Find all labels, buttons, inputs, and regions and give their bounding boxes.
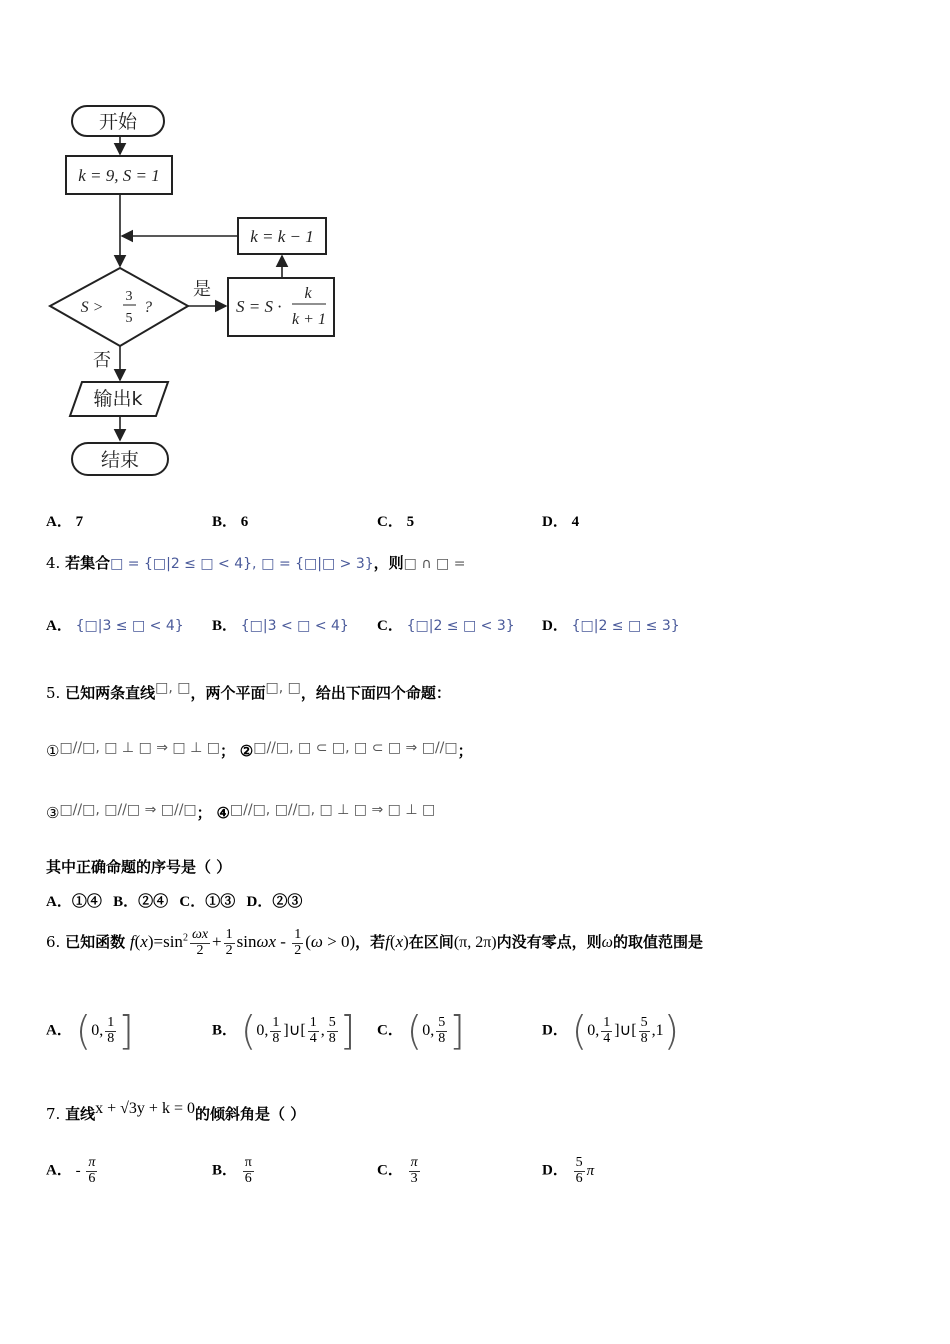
option-letter: C． bbox=[377, 618, 403, 634]
q7-option-d[interactable] bbox=[542, 1156, 594, 1186]
question-number: 4. bbox=[46, 554, 61, 572]
option-letter: C． bbox=[377, 1162, 403, 1179]
q5-question: 其中正确命题的序号是（ ） bbox=[46, 858, 232, 876]
flow-decrement-label: k = k − 1 bbox=[250, 227, 314, 246]
option-letter: D． bbox=[246, 894, 273, 910]
option-letter: B． bbox=[212, 514, 238, 530]
q6-option-b[interactable] bbox=[212, 1008, 355, 1054]
flow-assign-num: k bbox=[304, 285, 312, 302]
q5-p2-end: ； bbox=[457, 742, 473, 760]
q7-option-a[interactable] bbox=[46, 1156, 99, 1186]
option-letter: D． bbox=[542, 514, 568, 530]
option-text: ②③ bbox=[272, 894, 303, 910]
q7-option-a-math: - $\frac{\pi}{6}$ bbox=[75, 1155, 96, 1186]
option-letter: B． bbox=[212, 618, 238, 634]
q7-option-b[interactable] bbox=[212, 1156, 256, 1186]
option-letter: C． bbox=[377, 1022, 403, 1039]
q5-p1-mark: ① bbox=[46, 742, 60, 760]
q6-option-d-math: (0, $\frac{1}{4}$ ]∪[ $\frac{5}{8}$ ,1) bbox=[571, 1008, 680, 1054]
q5-propositions-row1 bbox=[46, 740, 473, 761]
q5-p2: □//□, □ ⊂ □, □ ⊂ □ ⇒ □//□ bbox=[253, 740, 458, 756]
q6-option-a[interactable] bbox=[46, 1008, 134, 1054]
flow-yes-label: 是 bbox=[193, 279, 211, 300]
q3-option-b[interactable] bbox=[212, 510, 248, 531]
q5-p2-mark: ② bbox=[239, 742, 254, 760]
option-letter: B． bbox=[113, 894, 139, 910]
q5-option-d[interactable] bbox=[247, 894, 303, 910]
option-text: ①③ bbox=[205, 894, 236, 910]
flow-assign-prefix: S = S · bbox=[236, 297, 282, 316]
q5-stem bbox=[46, 680, 451, 703]
q3-option-c[interactable] bbox=[377, 510, 414, 531]
flow-cond-prefix: S > bbox=[80, 299, 104, 316]
q4-stem bbox=[46, 552, 465, 573]
flow-cond-num: 3 bbox=[125, 289, 133, 304]
question-number: 6. bbox=[46, 933, 61, 952]
q7-stem bbox=[46, 1100, 305, 1124]
q6-text-b: ，若 bbox=[355, 933, 386, 952]
flow-no-label: 否 bbox=[93, 350, 111, 371]
q7-option-d-math: $\frac{5}{6}$ π bbox=[575, 1155, 595, 1186]
option-text: {□|3 ≤ □ < 4} bbox=[75, 618, 184, 634]
q7-option-c-math: $\frac{\pi}{3}$ bbox=[410, 1155, 418, 1186]
option-text: 4 bbox=[571, 514, 580, 530]
option-letter: B． bbox=[212, 1022, 238, 1039]
q6-omega: ω bbox=[601, 934, 613, 952]
question-number: 7. bbox=[46, 1105, 61, 1123]
q4-option-a[interactable] bbox=[46, 614, 184, 635]
option-text: {□|3 < □ < 4} bbox=[240, 618, 349, 634]
q5-p3-sep: ； bbox=[196, 804, 212, 822]
q6-text-c: 在区间 bbox=[408, 933, 454, 952]
option-letter: D． bbox=[542, 618, 568, 634]
q5-text-c: ，给出下面四个命题： bbox=[300, 684, 451, 702]
flow-assign-den: k + 1 bbox=[292, 311, 326, 328]
q4-set-a: □ = {□|2 ≤ □ < 4}, bbox=[110, 556, 257, 572]
q5-text-b: ，两个平面 bbox=[190, 684, 266, 702]
q5-propositions-row2 bbox=[46, 802, 435, 823]
q5-options bbox=[46, 890, 302, 911]
option-letter: A． bbox=[46, 1022, 72, 1039]
option-letter: C． bbox=[179, 894, 206, 910]
option-text: 6 bbox=[240, 514, 249, 530]
q6-option-b-math: (0, $\frac{1}{8}$ ]∪[ $\frac{1}{4}$ , $\frac{5}{8}$ ] bbox=[240, 1008, 356, 1054]
question-number: 5. bbox=[46, 684, 61, 702]
option-text: ①④ bbox=[71, 894, 102, 910]
flow-start-label: 开始 bbox=[98, 111, 138, 133]
q5-planes: □, □ bbox=[265, 680, 301, 696]
q5-p3: □//□, □//□ ⇒ □//□ bbox=[59, 802, 197, 818]
q4-text-b: ，则 bbox=[373, 554, 404, 572]
q3-option-a[interactable] bbox=[46, 510, 83, 531]
option-text: 5 bbox=[406, 514, 415, 530]
flow-condition-node bbox=[50, 268, 188, 346]
q7-option-c[interactable] bbox=[377, 1156, 422, 1186]
q4-option-d[interactable] bbox=[542, 614, 680, 635]
q5-option-b[interactable] bbox=[113, 894, 168, 910]
q4-set-b: □ = {□|□ > 3} bbox=[261, 556, 374, 572]
q7-text-a: 直线 bbox=[65, 1105, 96, 1123]
option-letter: A． bbox=[46, 618, 72, 634]
q4-option-b[interactable] bbox=[212, 614, 349, 635]
q4-option-c[interactable] bbox=[377, 614, 515, 635]
option-letter: A． bbox=[46, 1162, 72, 1179]
q7-text-b: 的倾斜角是（ ） bbox=[194, 1105, 306, 1123]
flow-output-label: 输出k bbox=[93, 388, 143, 410]
flow-end-label: 结束 bbox=[100, 449, 140, 471]
q6-option-a-math: (0, $\frac{1}{8}$ ] bbox=[75, 1008, 134, 1054]
q4-text-a: 若集合 bbox=[65, 554, 111, 572]
option-text: {□|2 ≤ □ ≤ 3} bbox=[571, 618, 680, 634]
q5-option-a[interactable] bbox=[46, 894, 102, 910]
q5-text-a: 已知两条直线 bbox=[65, 684, 156, 702]
q5-p4: □//□, □//□, □ ⊥ □ ⇒ □ ⊥ □ bbox=[229, 802, 436, 818]
option-text: {□|2 ≤ □ < 3} bbox=[406, 618, 515, 634]
q3-option-d[interactable] bbox=[542, 510, 579, 531]
q6-option-c[interactable] bbox=[377, 1008, 465, 1054]
q6-option-d[interactable] bbox=[542, 1008, 679, 1054]
option-letter: D． bbox=[542, 1162, 568, 1179]
option-text: ②④ bbox=[138, 894, 169, 910]
q5-option-c[interactable] bbox=[179, 894, 235, 910]
q5-p3-mark: ③ bbox=[46, 804, 60, 822]
q5-p4-mark: ④ bbox=[216, 804, 230, 822]
option-text: 7 bbox=[75, 514, 84, 530]
q4-expr: □ ∩ □ = bbox=[403, 556, 466, 572]
q6-fx: f(x) bbox=[385, 932, 409, 952]
flowchart bbox=[40, 100, 360, 490]
flow-cond-den: 5 bbox=[125, 311, 133, 326]
q6-function: $f(x)=\sin^2$ $\frac{\omega x}{2}$ + $\frac{1}{2}$ sinωx - $\frac{1}{2}$ (ω > 0) bbox=[129, 927, 356, 958]
q6-text-a: 已知函数 bbox=[65, 933, 126, 952]
flow-cond-suffix: ? bbox=[144, 299, 152, 316]
q6-text-d: 内没有零点，则 bbox=[496, 933, 602, 952]
q6-text-e: 的取值范围是 bbox=[612, 933, 703, 952]
option-letter: B． bbox=[212, 1162, 238, 1179]
q5-lines: □, □ bbox=[155, 680, 191, 696]
option-letter: C． bbox=[377, 514, 403, 530]
option-letter: A． bbox=[46, 894, 72, 910]
option-letter: A． bbox=[46, 514, 72, 530]
q6-option-c-math: (0, $\frac{5}{8}$ ] bbox=[406, 1008, 465, 1054]
flow-init-label: k = 9, S = 1 bbox=[78, 166, 160, 185]
option-letter: D． bbox=[542, 1022, 568, 1039]
q5-p1-sep: ； bbox=[219, 742, 235, 760]
q5-p1: □//□, □ ⊥ □ ⇒ □ ⊥ □ bbox=[59, 740, 220, 756]
q7-option-b-math: $\frac{\pi}{6}$ bbox=[244, 1155, 252, 1186]
q7-equation: x + √3y + k = 0 bbox=[95, 1100, 195, 1117]
q6-interval: (π, 2π) bbox=[453, 934, 497, 952]
q6-stem bbox=[46, 928, 703, 958]
